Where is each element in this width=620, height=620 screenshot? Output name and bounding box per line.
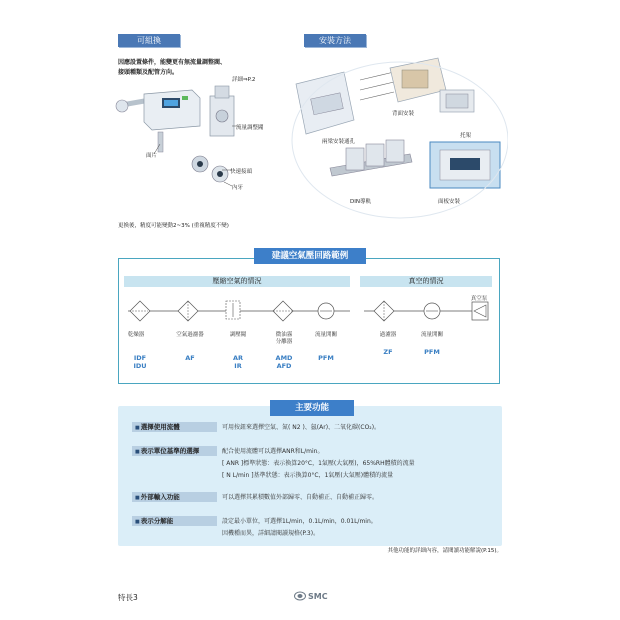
feature-text-resolution-1: 設定最小單位，可選擇1L/min，0.1L/min，0.01L/min。 [222,518,377,525]
callout-quick-fitting: 快速接頭 [230,169,253,175]
feature-label-resolution: ■ 表示分解能 [132,516,217,526]
page-label: 特長3 [118,593,138,602]
feature-label-fluid: ■ 選擇使用流體 [132,422,217,432]
comp-item-label-5: 流量開關 [314,332,337,338]
precision-note: 更換後，精度可能變動2~3% (重複精度不變) [118,223,229,229]
callout-female-thread: 內牙 [232,185,244,191]
combination-illustration [114,82,284,192]
vac-item-label-1: 過濾器 [379,332,397,338]
compressed-air-circuit [128,298,350,324]
feature-text-fluid: 可用按鈕來選擇空氣、氮( N2 )、氬(Ar)、二氧化碳(CO₂)。 [222,424,381,431]
intro-line-2: 接頭種類及配管方向。 [118,69,179,76]
callout-panel-mount: 面板安裝 [438,199,461,205]
comp-item-label-2: 空氣過濾器 [176,332,204,338]
features-title: 主要功能 [270,400,354,416]
feature-label-external-input: ■ 外部輸入功能 [132,492,217,502]
intro-line-1: 因應設置條件，能變更有無流量調整閥、 [118,59,227,66]
comp-item-label-1: 乾燥器 [127,332,145,338]
feature-label-unit: ■ 表示單位基準的選擇 [132,446,217,456]
callout-back-mount: 背面安裝 [392,111,415,117]
comp-code-4a: AMD [275,354,293,362]
feature-text-external-input: 可以選擇其累積數值外部歸零、自動補正、自動補正歸零。 [222,494,379,501]
feature-text-unit-1: 配合使用流體可以選擇ANR和L/min。 [222,448,324,455]
callout-bracket: 托架 [460,133,472,139]
circuit-title: 建議空氣壓回路範例 [254,248,366,264]
comp-code-1b: IDU [133,362,147,370]
vac-code-1: ZF [383,348,393,356]
feature-text-resolution-2: 因機種而異，詳細請閱讀規格(P.3)。 [222,530,320,537]
vac-item-label-2: 流量開關 [420,332,443,338]
compressed-air-header: 壓縮空氣的情況 [124,276,350,287]
comp-item-label-3: 調壓閥 [229,332,247,338]
comp-code-3b: IR [234,362,242,370]
detail-reference: 詳細⇒P.2 [232,77,256,83]
comp-code-4b: AFD [276,362,292,370]
vacuum-pump-label: 真空泵 [470,296,488,302]
features-footnote: 其他功能的詳細內容，請閱讀功能解說(P.15)。 [387,548,502,554]
feature-text-unit-3: [ N L/min ]基準狀態：表示換算0°C，1氣壓(大氣壓)體積的流量 [222,472,394,479]
feature-text-unit-2: [ ANR ]標準狀態：表示換算20°C，1氣壓(大氣壓)，65%RH體積的流量 [222,460,415,467]
comp-item-label-4: 微油霧 分離器 [275,332,293,345]
comp-code-2a: AF [185,354,195,362]
callout-din-rail: DIN導軌 [350,199,371,205]
section-tab-mounting: 安裝方法 [304,34,366,47]
brand-text: SMC [308,591,328,601]
section-tab-combination: 可組換 [118,34,180,47]
smc-logo [294,590,328,602]
mounting-illustration [290,50,508,220]
smc-logo-mark-icon [294,591,306,601]
comp-code-1a: IDF [133,354,147,362]
callout-panel: 面片 [146,153,158,159]
comp-code-5a: PFM [318,354,334,362]
callout-through-hole: 兩梁安裝通孔 [322,139,356,145]
comp-code-3a: AR [232,354,244,362]
vac-code-2: PFM [424,348,440,356]
vacuum-header: 真空的情況 [360,276,492,287]
callout-flow-valve: 流量調整閥 [236,125,264,131]
